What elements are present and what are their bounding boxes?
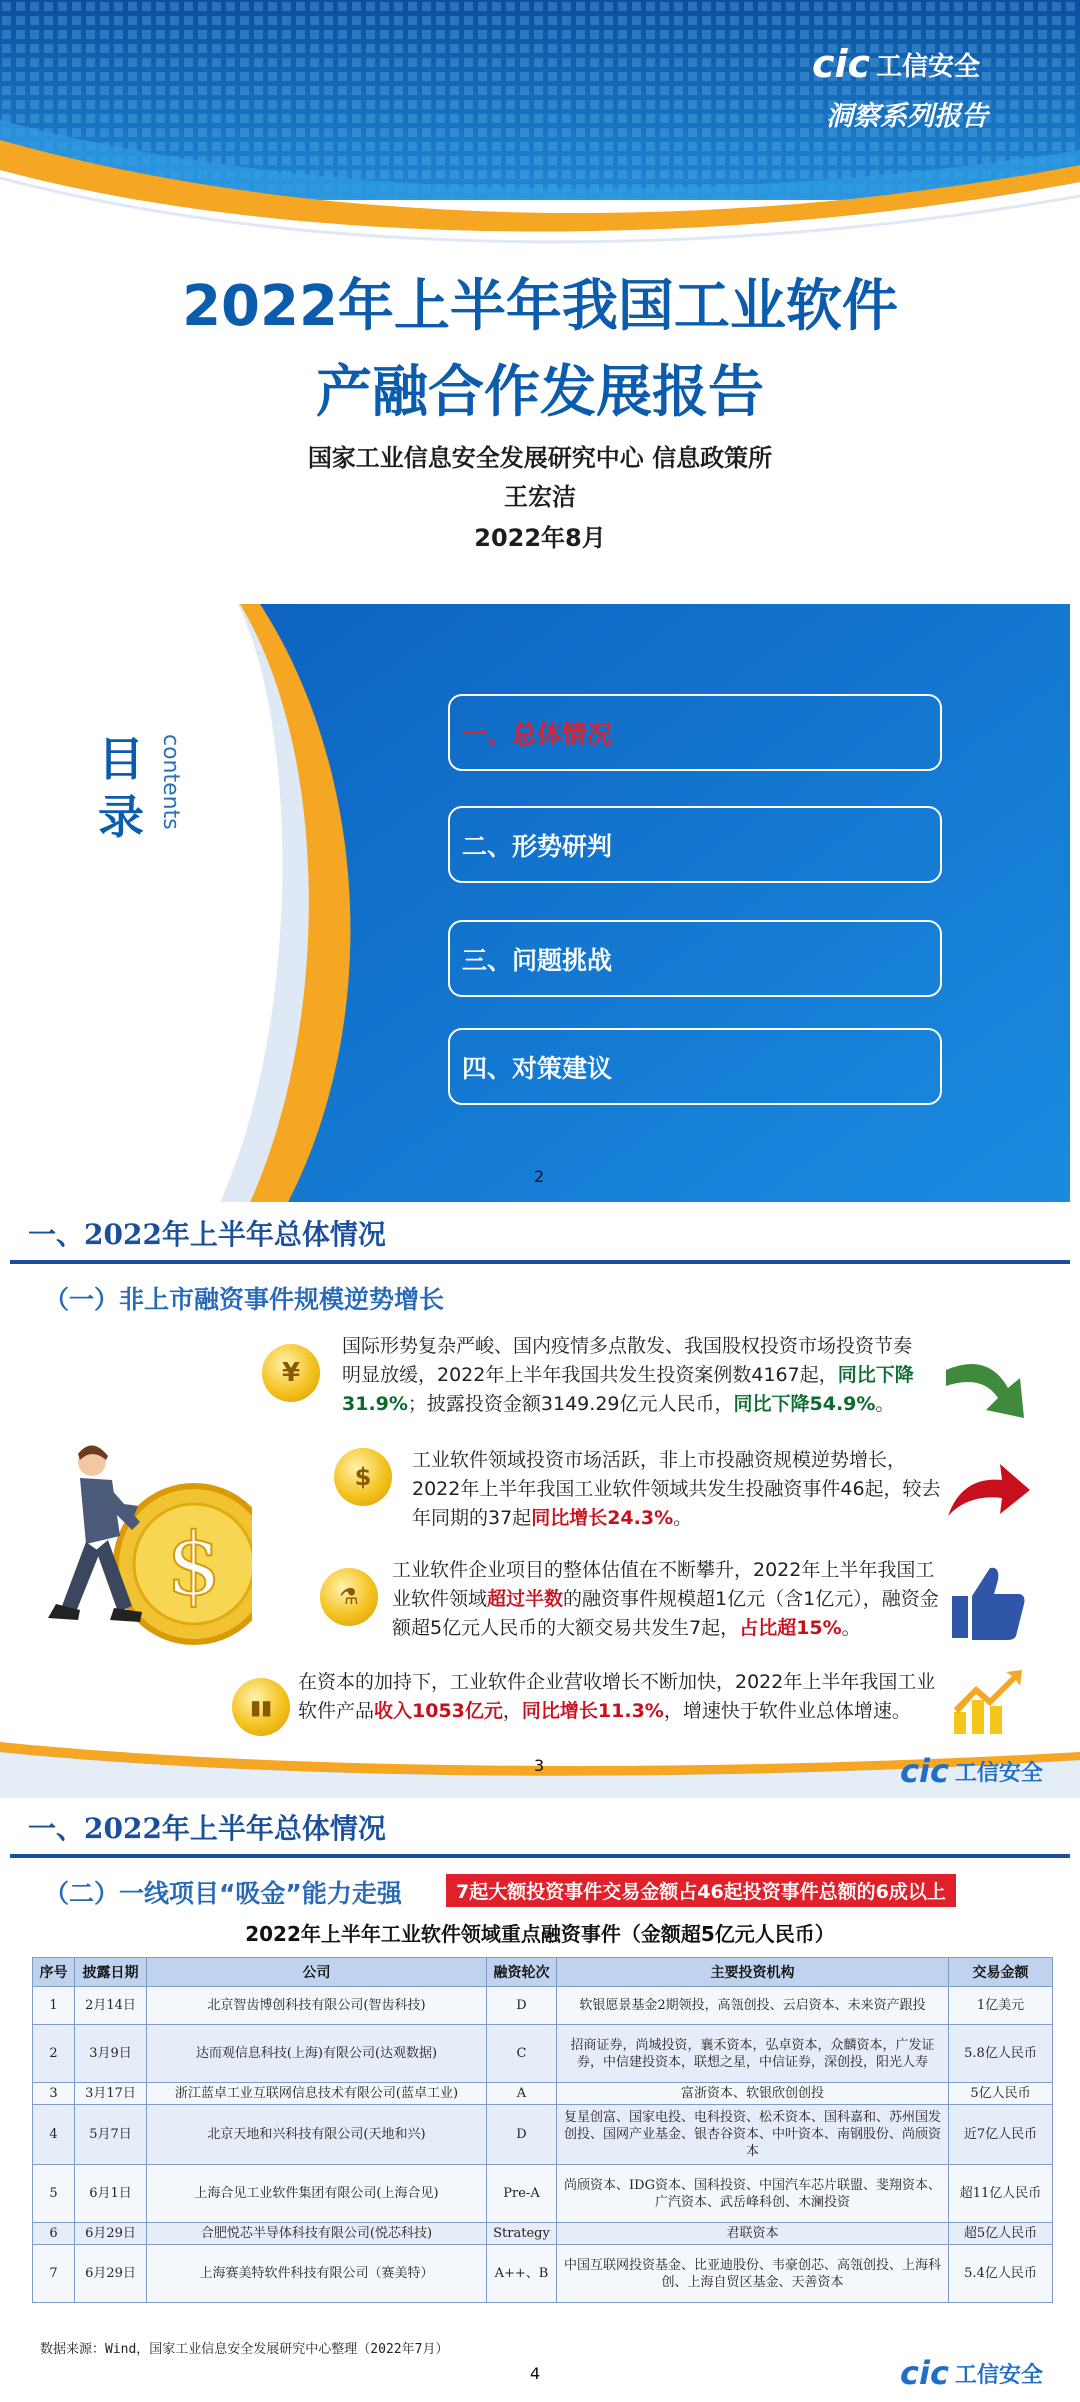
section-divider <box>10 1260 1070 1264</box>
table-cell: 中国互联网投资基金、比亚迪股份、韦豪创芯、高瓴创投、上海科创、上海自贸区基金、天善资本 <box>557 2245 949 2303</box>
table-cell: 近7亿人民币 <box>949 2105 1053 2165</box>
cover-brand-logo <box>812 42 980 86</box>
series-label: 洞察系列报告 <box>826 101 988 132</box>
toc-item-recommendations[interactable] <box>448 1028 942 1105</box>
brand-name: 工信安全 <box>954 1760 1043 1786</box>
table-cell: 软银愿景基金2期领投，高瓴创投、云启资本、未来资产跟投 <box>557 1987 949 2025</box>
table-cell: 5月7日 <box>75 2105 147 2165</box>
table-row <box>33 2025 1053 2083</box>
org-name: 国家工业信息安全发展研究中心 信息政策所 <box>307 444 773 472</box>
footer-brand-logo <box>900 2354 1043 2392</box>
overview-slide <box>0 1204 1080 1798</box>
businessman-coin-illustration <box>22 1436 252 1666</box>
table-row <box>33 2165 1053 2223</box>
page-number: 3 <box>534 1756 545 1775</box>
overview-paragraph-1: 国际形势复杂严峻、国内疫情多点散发、我国股权投资市场投资节奏明显放缓，2022年上半年我国共发生投资案例数4167起，同比下降31.9%；披露投资金额3149.29亿元人民币，同比下降54.9%。 <box>342 1335 914 1415</box>
section-title: 一、2022年上半年总体情况 <box>28 1218 386 1251</box>
table-cell: 浙江蓝卓工业互联网信息技术有限公司(蓝卓工业) <box>147 2083 487 2105</box>
table-cell: A <box>487 2083 557 2105</box>
cic-logo-mark: cic <box>900 1752 949 1790</box>
report-title-line2: 产融合作发展报告 <box>316 360 764 425</box>
toc-heading-en: contents <box>158 734 183 830</box>
toc-item-trends[interactable] <box>448 806 942 883</box>
table-cell: 2月14日 <box>75 1987 147 2025</box>
data-source-note: 数据来源：Wind，国家工业信息安全发展研究中心整理（2022年7月） <box>40 2342 449 2357</box>
down-arrow-green-icon <box>942 1352 1030 1422</box>
col-header: 融资轮次 <box>487 1958 557 1987</box>
table-cell: 7 <box>33 2245 75 2303</box>
table-cell: 6月29日 <box>75 2223 147 2245</box>
toc-item-overview[interactable] <box>448 694 942 771</box>
deals-slide <box>0 1800 1080 2402</box>
table-cell: 招商证券，尚城投资，襄禾资本，弘卓资本，众麟资本，广发证券，中信建投资本，联想之星，中信证券，深创投，阳光人寿 <box>557 2025 949 2083</box>
table-cell: 北京天地和兴科技有限公司(天地和兴) <box>147 2105 487 2165</box>
table-cell: 5.8亿人民币 <box>949 2025 1053 2083</box>
table-row <box>33 2245 1053 2303</box>
report-date: 2022年8月 <box>474 524 606 552</box>
table-row <box>33 2105 1053 2165</box>
bar-chart-coin-icon: ▮▮ <box>232 1678 290 1736</box>
table-cell: 6月29日 <box>75 2245 147 2303</box>
table-cell: 合肥悦芯半导体科技有限公司(悦芯科技) <box>147 2223 487 2245</box>
table-row <box>33 2223 1053 2245</box>
growth-chart-icon <box>950 1668 1026 1738</box>
author-name: 王宏洁 <box>504 483 576 511</box>
table-cell: 3月17日 <box>75 2083 147 2105</box>
section-title: 一、2022年上半年总体情况 <box>28 1812 386 1845</box>
col-header: 序号 <box>33 1958 75 1987</box>
toc-item-label: 三、问题挑战 <box>462 945 613 975</box>
svg-text:$: $ <box>166 1515 222 1615</box>
table-cell: 3月9日 <box>75 2025 147 2083</box>
table-cell: 5 <box>33 2165 75 2223</box>
table-cell: 达而观信息科技(上海)有限公司(达观数据) <box>147 2025 487 2083</box>
table-header-row <box>33 1958 1053 1987</box>
coin-hand-icon: ¥ <box>262 1344 320 1402</box>
table-cell: 4 <box>33 2105 75 2165</box>
table-cell: A++、B <box>487 2245 557 2303</box>
table-cell: 2 <box>33 2025 75 2083</box>
table-cell: 复星创富、国家电投、电科投资、松禾资本、国科嘉和、苏州国发创投、国网产业基金、银杏谷资本、中叶资本、南钢股份、尚颀资本 <box>557 2105 949 2165</box>
table-cell: Strategy <box>487 2223 557 2245</box>
toc-slide <box>0 604 1080 1202</box>
col-header: 主要投资机构 <box>557 1958 949 1987</box>
table-cell: 尚颀资本、IDG资本、国科投资、中国汽车芯片联盟、斐翔资本、广汽资本、武岳峰科创、木澜投资 <box>557 2165 949 2223</box>
toc-item-label: 一、总体情况 <box>462 719 613 749</box>
col-header: 公司 <box>147 1958 487 1987</box>
toc-item-label: 二、形势研判 <box>462 831 613 861</box>
table-cell: D <box>487 1987 557 2025</box>
flask-icon: ⚗ <box>320 1568 378 1626</box>
table-row <box>33 2083 1053 2105</box>
report-title-line1: 2022年上半年我国工业软件 <box>182 274 898 339</box>
overview-paragraph-3: 工业软件企业项目的整体估值在不断攀升，2022年上半年我国工业软件领域超过半数的融资事件规模超1亿元（含1亿元），融资金额超5亿元人民币的大额交易共发生7起，占比超15%。 <box>392 1559 939 1639</box>
toc-item-challenges[interactable] <box>448 920 942 997</box>
table-cell: 北京智齿博创科技有限公司(智齿科技) <box>147 1987 487 2025</box>
table-cell: D <box>487 2105 557 2165</box>
page-number: 2 <box>534 1167 545 1186</box>
thumbs-up-icon <box>950 1562 1026 1642</box>
table-cell: 5亿人民币 <box>949 2083 1053 2105</box>
col-header: 披露日期 <box>75 1958 147 1987</box>
cover-slide <box>0 0 1080 560</box>
table-cell: Pre-A <box>487 2165 557 2223</box>
table-cell: 君联资本 <box>557 2223 949 2245</box>
table-title: 2022年上半年工业软件领域重点融资事件（金额超5亿元人民币） <box>245 1922 835 1946</box>
cover-banner <box>0 0 1080 260</box>
up-arrow-red-icon <box>944 1456 1032 1526</box>
brand-name: 工信安全 <box>954 2362 1043 2388</box>
table-cell: 6月1日 <box>75 2165 147 2223</box>
section-divider <box>10 1854 1070 1858</box>
subsection-title: （二）一线项目“吸金”能力走强 <box>44 1879 402 1908</box>
cic-logo-mark: cic <box>900 2354 949 2392</box>
toc-heading: 目录 <box>98 732 144 844</box>
table-cell: C <box>487 2025 557 2083</box>
deals-table <box>32 1957 1053 2303</box>
footer-brand-logo <box>900 1752 1043 1790</box>
table-cell: 3 <box>33 2083 75 2105</box>
subsection-title: （一）非上市融资事件规模逆势增长 <box>44 1285 445 1314</box>
table-cell: 上海赛美特软件科技有限公司（赛美特） <box>147 2245 487 2303</box>
table-cell: 超11亿人民币 <box>949 2165 1053 2223</box>
table-row <box>33 1987 1053 2025</box>
overview-paragraph-2: 工业软件领域投资市场活跃，非上市投融资规模逆势增长，2022年上半年我国工业软件领域共发生投融资事件46起，较去年同期的37起同比增长24.3%。 <box>412 1449 941 1529</box>
table-cell: 5.4亿人民币 <box>949 2245 1053 2303</box>
table-cell: 1亿美元 <box>949 1987 1053 2025</box>
overview-paragraph-4: 在资本的加持下，工业软件企业营收增长不断加快，2022年上半年我国工业软件产品收入1053亿元，同比增长11.3%，增速快于软件业总体增速。 <box>298 1671 936 1722</box>
table-cell: 富浙资本、软银欣创创投 <box>557 2083 949 2105</box>
table-cell: 1 <box>33 1987 75 2025</box>
table-cell: 超5亿人民币 <box>949 2223 1053 2245</box>
highlight-badge: 7起大额投资事件交易金额占46起投资事件总额的6成以上 <box>446 1874 956 1907</box>
cic-logo-mark: cic <box>812 42 871 86</box>
brand-name: 工信安全 <box>876 51 981 82</box>
table-cell: 6 <box>33 2223 75 2245</box>
money-bag-icon: $ <box>334 1448 392 1506</box>
col-header: 交易金额 <box>949 1958 1053 1987</box>
table-cell: 上海合见工业软件集团有限公司(上海合见) <box>147 2165 487 2223</box>
toc-item-label: 四、对策建议 <box>462 1053 613 1083</box>
page-number: 4 <box>530 2364 541 2383</box>
